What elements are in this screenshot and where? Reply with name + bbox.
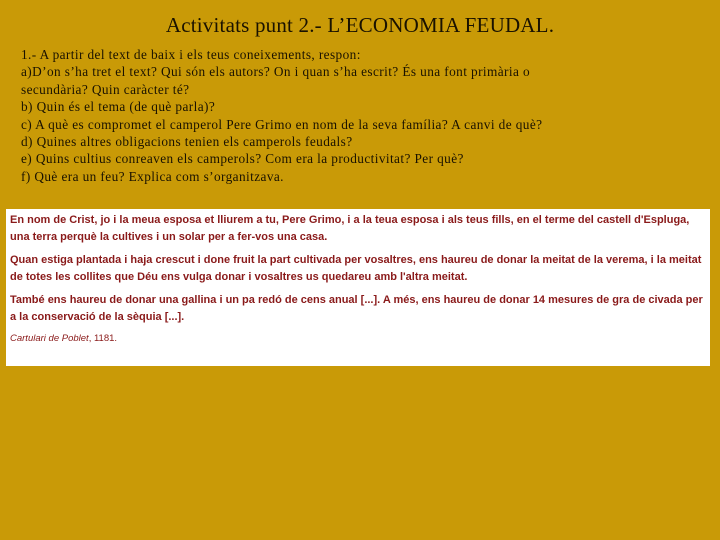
question-a: a)D’on s’ha tret el text? Qui són els autors? On i quan s’ha escrit? És una font primària o: [21, 64, 531, 80]
question-intro: 1.- A partir del text de baix i els teus coneixements, respon:: [21, 47, 361, 62]
citation-title: Cartulari de Poblet: [10, 333, 89, 344]
question-a-continued: secundària? Quin caràcter té?: [21, 81, 190, 97]
question-d: d) Quines altres obligacions tenien els camperols feudals?: [21, 134, 353, 150]
question-b: b) Quin és el tema (de què parla)?: [21, 99, 216, 115]
source-paragraph-1: En nom de Crist, jo i la meua esposa et lliurem a tu, Pere Grimo, i a la teua esposa i als teus fills, en el terme del castell d'Espluga, una terra perquè la cultives i un solar per a fer-vos una casa.: [10, 214, 690, 243]
question-c: c) A què es compromet el camperol Pere Grimo en nom de la seva família? A canvi de què?: [21, 116, 543, 132]
slide-title: Activitats punt 2.- L’ECONOMIA FEUDAL.: [165, 13, 555, 37]
source-text-box: [6, 209, 710, 366]
citation-year: , 1181.: [88, 333, 118, 344]
question-e: e) Quins cultius conreaven els camperols? Com era la productivitat? Per què?: [21, 151, 464, 167]
source-paragraph-2: Quan estiga plantada i haja crescut i done fruit la part cultivada per vosaltres, ens haureu de donar la meitat de la verema, i la meitat de totes les collites que Déu ens vulga donar i vosaltres us quedareu amb l'altra meitat.: [10, 254, 702, 283]
source-paragraph-3: També ens haureu de donar una gallina i un pa redó de cens anual [...]. A més, ens haureu de donar 14 mesures de gra de civada per a la conservació de la sèquia [...].: [10, 294, 703, 323]
question-f: f) Què era un feu? Explica com s’organitzava.: [21, 168, 284, 184]
question-list: [21, 46, 711, 185]
source-citation: [10, 332, 706, 345]
